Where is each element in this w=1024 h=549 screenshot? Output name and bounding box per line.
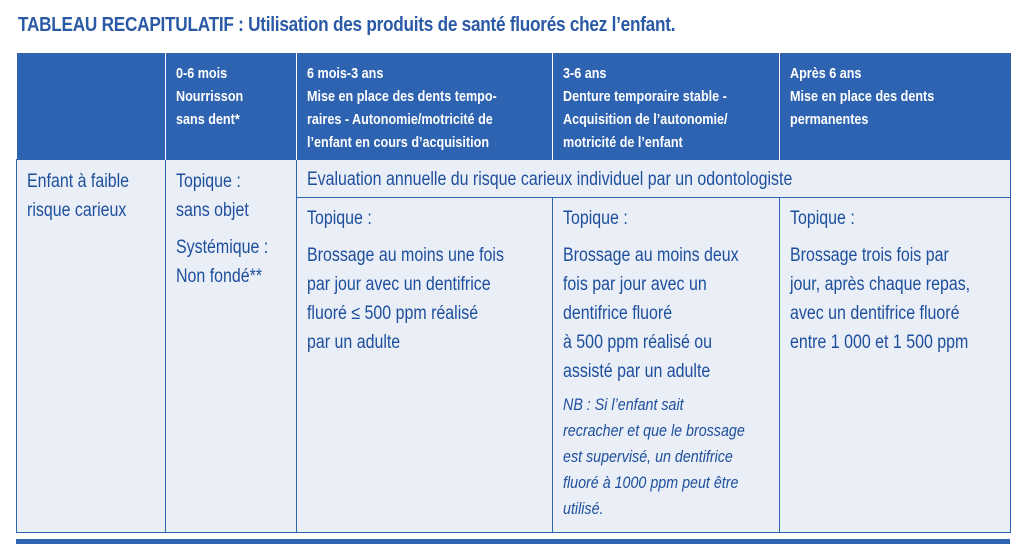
cell-line: dentifrice fluoré (563, 303, 673, 324)
cell-line: par un adulte (307, 332, 401, 353)
header-line: 3-6 ans (563, 65, 607, 82)
header-line: permanentes (790, 111, 869, 128)
row-label-line: risque carieux (27, 200, 127, 221)
topique-label: Topique : (176, 171, 241, 192)
nb-line: utilisé. (563, 499, 604, 518)
cell-line: Topique : (563, 208, 628, 229)
nb-line: NB : Si l’enfant sait (563, 395, 684, 414)
cell-line: avec un dentifrice fluoré (790, 303, 960, 324)
cell-line: Brossage trois fois par (790, 245, 949, 266)
cell-line: Topique : (790, 208, 855, 229)
table-title: TABLEAU RECAPITULATIF : Utilisation des produits de santé fluorés chez l’enfant. (18, 14, 676, 36)
header-line: l’enfant en cours d’acquisition (307, 134, 490, 151)
cell-line: Brossage au moins une fois (307, 245, 504, 266)
nb-line: recracher et que le brossage (563, 421, 745, 440)
cell-line: entre 1 000 et 1 500 ppm (790, 332, 969, 353)
header-line: Mise en place des dents (790, 88, 935, 105)
cell-6-months-3-years (297, 198, 553, 533)
spacer (790, 233, 1000, 241)
header-line: Acquisition de l’autonomie/ (563, 111, 728, 128)
header-line: motricité de l’enfant (563, 134, 683, 151)
cell-line: par jour avec un dentifrice (307, 274, 491, 295)
topique-value: sans objet (176, 200, 249, 221)
bottom-rule (16, 539, 1010, 544)
recap-table (16, 53, 1011, 533)
header-3-6-years (553, 53, 780, 160)
header-line: Nourrisson (176, 88, 244, 105)
nb-line: est supervisé, un dentifrice (563, 447, 733, 466)
cell-line: assisté par un adulte (563, 361, 711, 382)
header-empty (17, 53, 166, 160)
systemique-label: Systémique : (176, 237, 269, 258)
table-row (17, 160, 1011, 198)
header-line: Mise en place des dents tempo- (307, 88, 497, 105)
cell-line: fois par jour avec un (563, 274, 707, 295)
header-row (17, 53, 1011, 160)
nb-line: fluoré à 1000 ppm peut être (563, 473, 739, 492)
spacer (176, 225, 286, 233)
cell-risk-evaluation (297, 160, 1011, 198)
header-line: 6 mois-3 ans (307, 65, 384, 82)
cell-3-6-years (553, 198, 780, 533)
nb-note (563, 392, 769, 522)
cell-line: Topique : (307, 208, 372, 229)
spacer (563, 233, 769, 241)
header-after-6-years (780, 53, 1011, 160)
header-0-6-months (166, 53, 297, 160)
header-line: 0-6 mois (176, 65, 228, 82)
cell-line: à 500 ppm réalisé ou (563, 332, 713, 353)
header-line: raires - Autonomie/motricité de (307, 111, 493, 128)
cell-0-6-months (166, 160, 297, 533)
header-6-months-3-years (297, 53, 553, 160)
header-line: Denture temporaire stable - (563, 88, 727, 105)
header-line: sans dent* (176, 111, 240, 128)
header-line: Après 6 ans (790, 65, 862, 82)
risk-evaluation-text: Evaluation annuelle du risque carieux individuel par un odontologiste (307, 169, 793, 190)
cell-line: jour, après chaque repas, (790, 274, 971, 295)
cell-line: Brossage au moins deux (563, 245, 739, 266)
cell-after-6-years (780, 198, 1011, 533)
systemique-value: Non fondé** (176, 266, 263, 287)
row-label-line: Enfant à faible (27, 171, 130, 192)
row-label-low-risk (17, 160, 166, 533)
cell-line: fluoré ≤ 500 ppm réalisé (307, 303, 479, 324)
spacer (307, 233, 542, 241)
